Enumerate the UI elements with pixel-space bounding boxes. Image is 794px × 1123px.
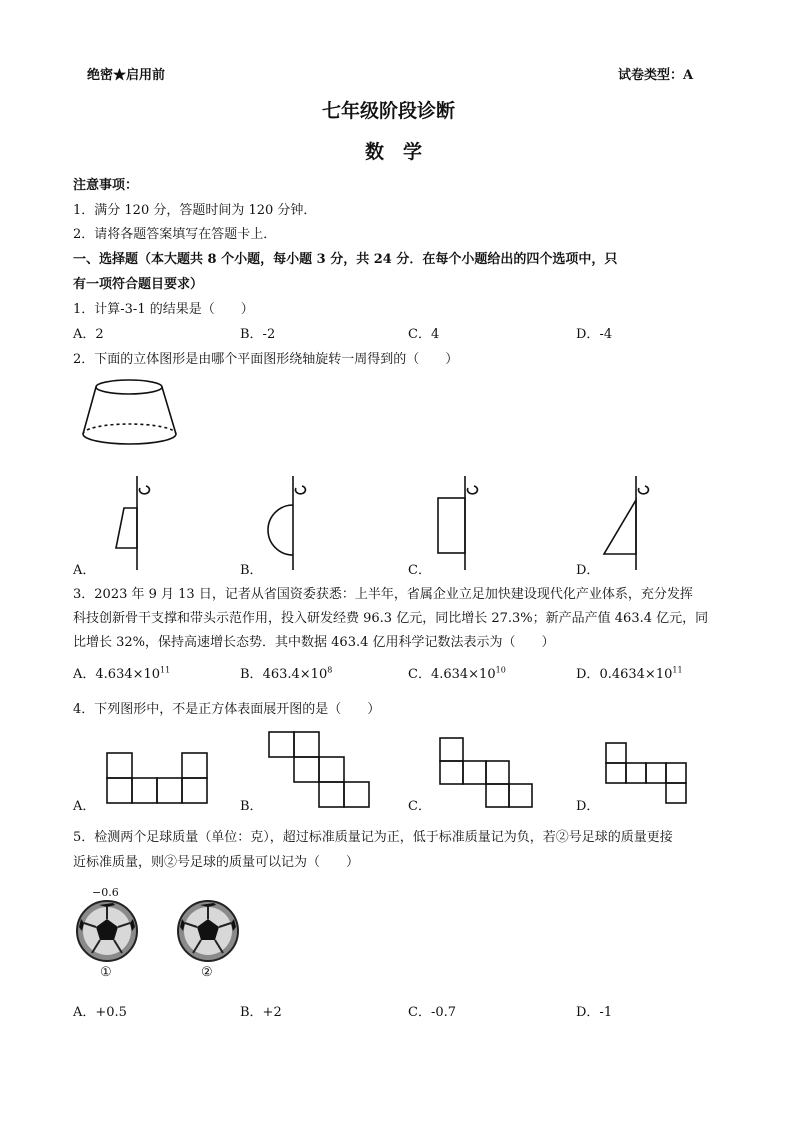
header-confidential: 绝密★启用前	[87, 68, 166, 83]
question-1-stem: 1．计算-3-1 的结果是（ ）	[73, 302, 254, 317]
q4-net-a	[106, 752, 210, 806]
q3-option-a: A．$4.634\times 10^{11}$	[73, 665, 171, 682]
q2-shape-c-rectangle	[430, 474, 490, 574]
page-title: 七年级阶段诊断	[322, 100, 456, 122]
q3-option-d: D．$0.4634\times 10^{11}$	[576, 665, 683, 682]
ball-1-value: −0.6	[92, 886, 119, 899]
ball-1-label: ①	[100, 965, 112, 980]
q2-label-c: C．	[408, 563, 431, 578]
q2-shape-b-semicircle	[260, 474, 310, 574]
q1-option-c: C．4	[408, 327, 440, 342]
question-3-line: 3．2023 年 9 月 13 日，记者从省国资委获悉：上半年，省属企业立足加快建设现代化产业体系，充分发挥	[73, 587, 693, 602]
q4-label-d: D．	[576, 799, 600, 814]
q2-label-d: D．	[576, 563, 600, 578]
frustum-figure	[75, 378, 185, 458]
q3-option-b: B．$463.4\times 10^8$	[240, 665, 333, 682]
notes-heading: 注意事项：	[73, 178, 139, 193]
soccer-ball-1-icon	[75, 899, 139, 963]
q4-label-b: B．	[240, 799, 263, 814]
note-item: 1．满分 120 分，答题时间为 120 分钟．	[73, 203, 317, 218]
q2-shape-a-trapezoid	[110, 474, 160, 574]
q3-option-c: C．$4.634\times 10^{10}$	[408, 665, 506, 682]
subject-title: 数 学	[365, 141, 423, 163]
q2-shape-d-triangle	[598, 474, 658, 574]
q5-option-b: B．+2	[240, 1005, 282, 1020]
section-heading: 一、选择题（本大题共 8 个小题，每小题 3 分，共 24 分．在每个小题给出的四个选项中，只	[73, 252, 618, 267]
question-3-line: 科技创新骨干支撑和带头示范作用，投入研发经费 96.3 亿元，同比增长 27.3%；新产品产值 463.4 亿元，同	[73, 611, 709, 626]
q4-net-d	[605, 742, 701, 806]
q1-option-a: A．2	[73, 327, 104, 342]
q2-label-a: A．	[73, 563, 96, 578]
note-item: 2．请将各题答案填写在答题卡上．	[73, 227, 277, 242]
q5-option-c: C．-0.7	[408, 1005, 457, 1020]
q1-option-b: B．-2	[240, 327, 276, 342]
section-heading-cont: 有一项符合题目要求）	[73, 277, 204, 292]
q4-net-b	[268, 731, 372, 811]
q5-option-a: A．+0.5	[73, 1005, 127, 1020]
q1-option-d: D．-4	[576, 327, 613, 342]
q5-option-d: D．-1	[576, 1005, 613, 1020]
question-2-stem: 2．下面的立体图形是由哪个平面图形绕轴旋转一周得到的（ ）	[73, 352, 459, 367]
q4-label-c: C．	[408, 799, 431, 814]
soccer-ball-2-icon	[176, 899, 240, 963]
q4-net-c	[439, 737, 535, 809]
q4-label-a: A．	[73, 799, 96, 814]
header-paper-type: 试卷类型：A	[618, 68, 694, 83]
question-5-line: 近标准质量，则②号足球的质量可以记为（ ）	[73, 855, 360, 870]
question-3-line: 比增长 32%，保持高速增长态势．其中数据 463.4 亿用科学记数法表示为（ ）	[73, 635, 555, 650]
question-5-line: 5．检测两个足球质量（单位：克），超过标准质量记为正，低于标准质量记为负，若②号足球的质量更接	[73, 830, 673, 845]
question-4-stem: 4．下列图形中，不是正方体表面展开图的是（ ）	[73, 702, 381, 717]
q2-label-b: B．	[240, 563, 263, 578]
ball-2-label: ②	[201, 965, 213, 980]
